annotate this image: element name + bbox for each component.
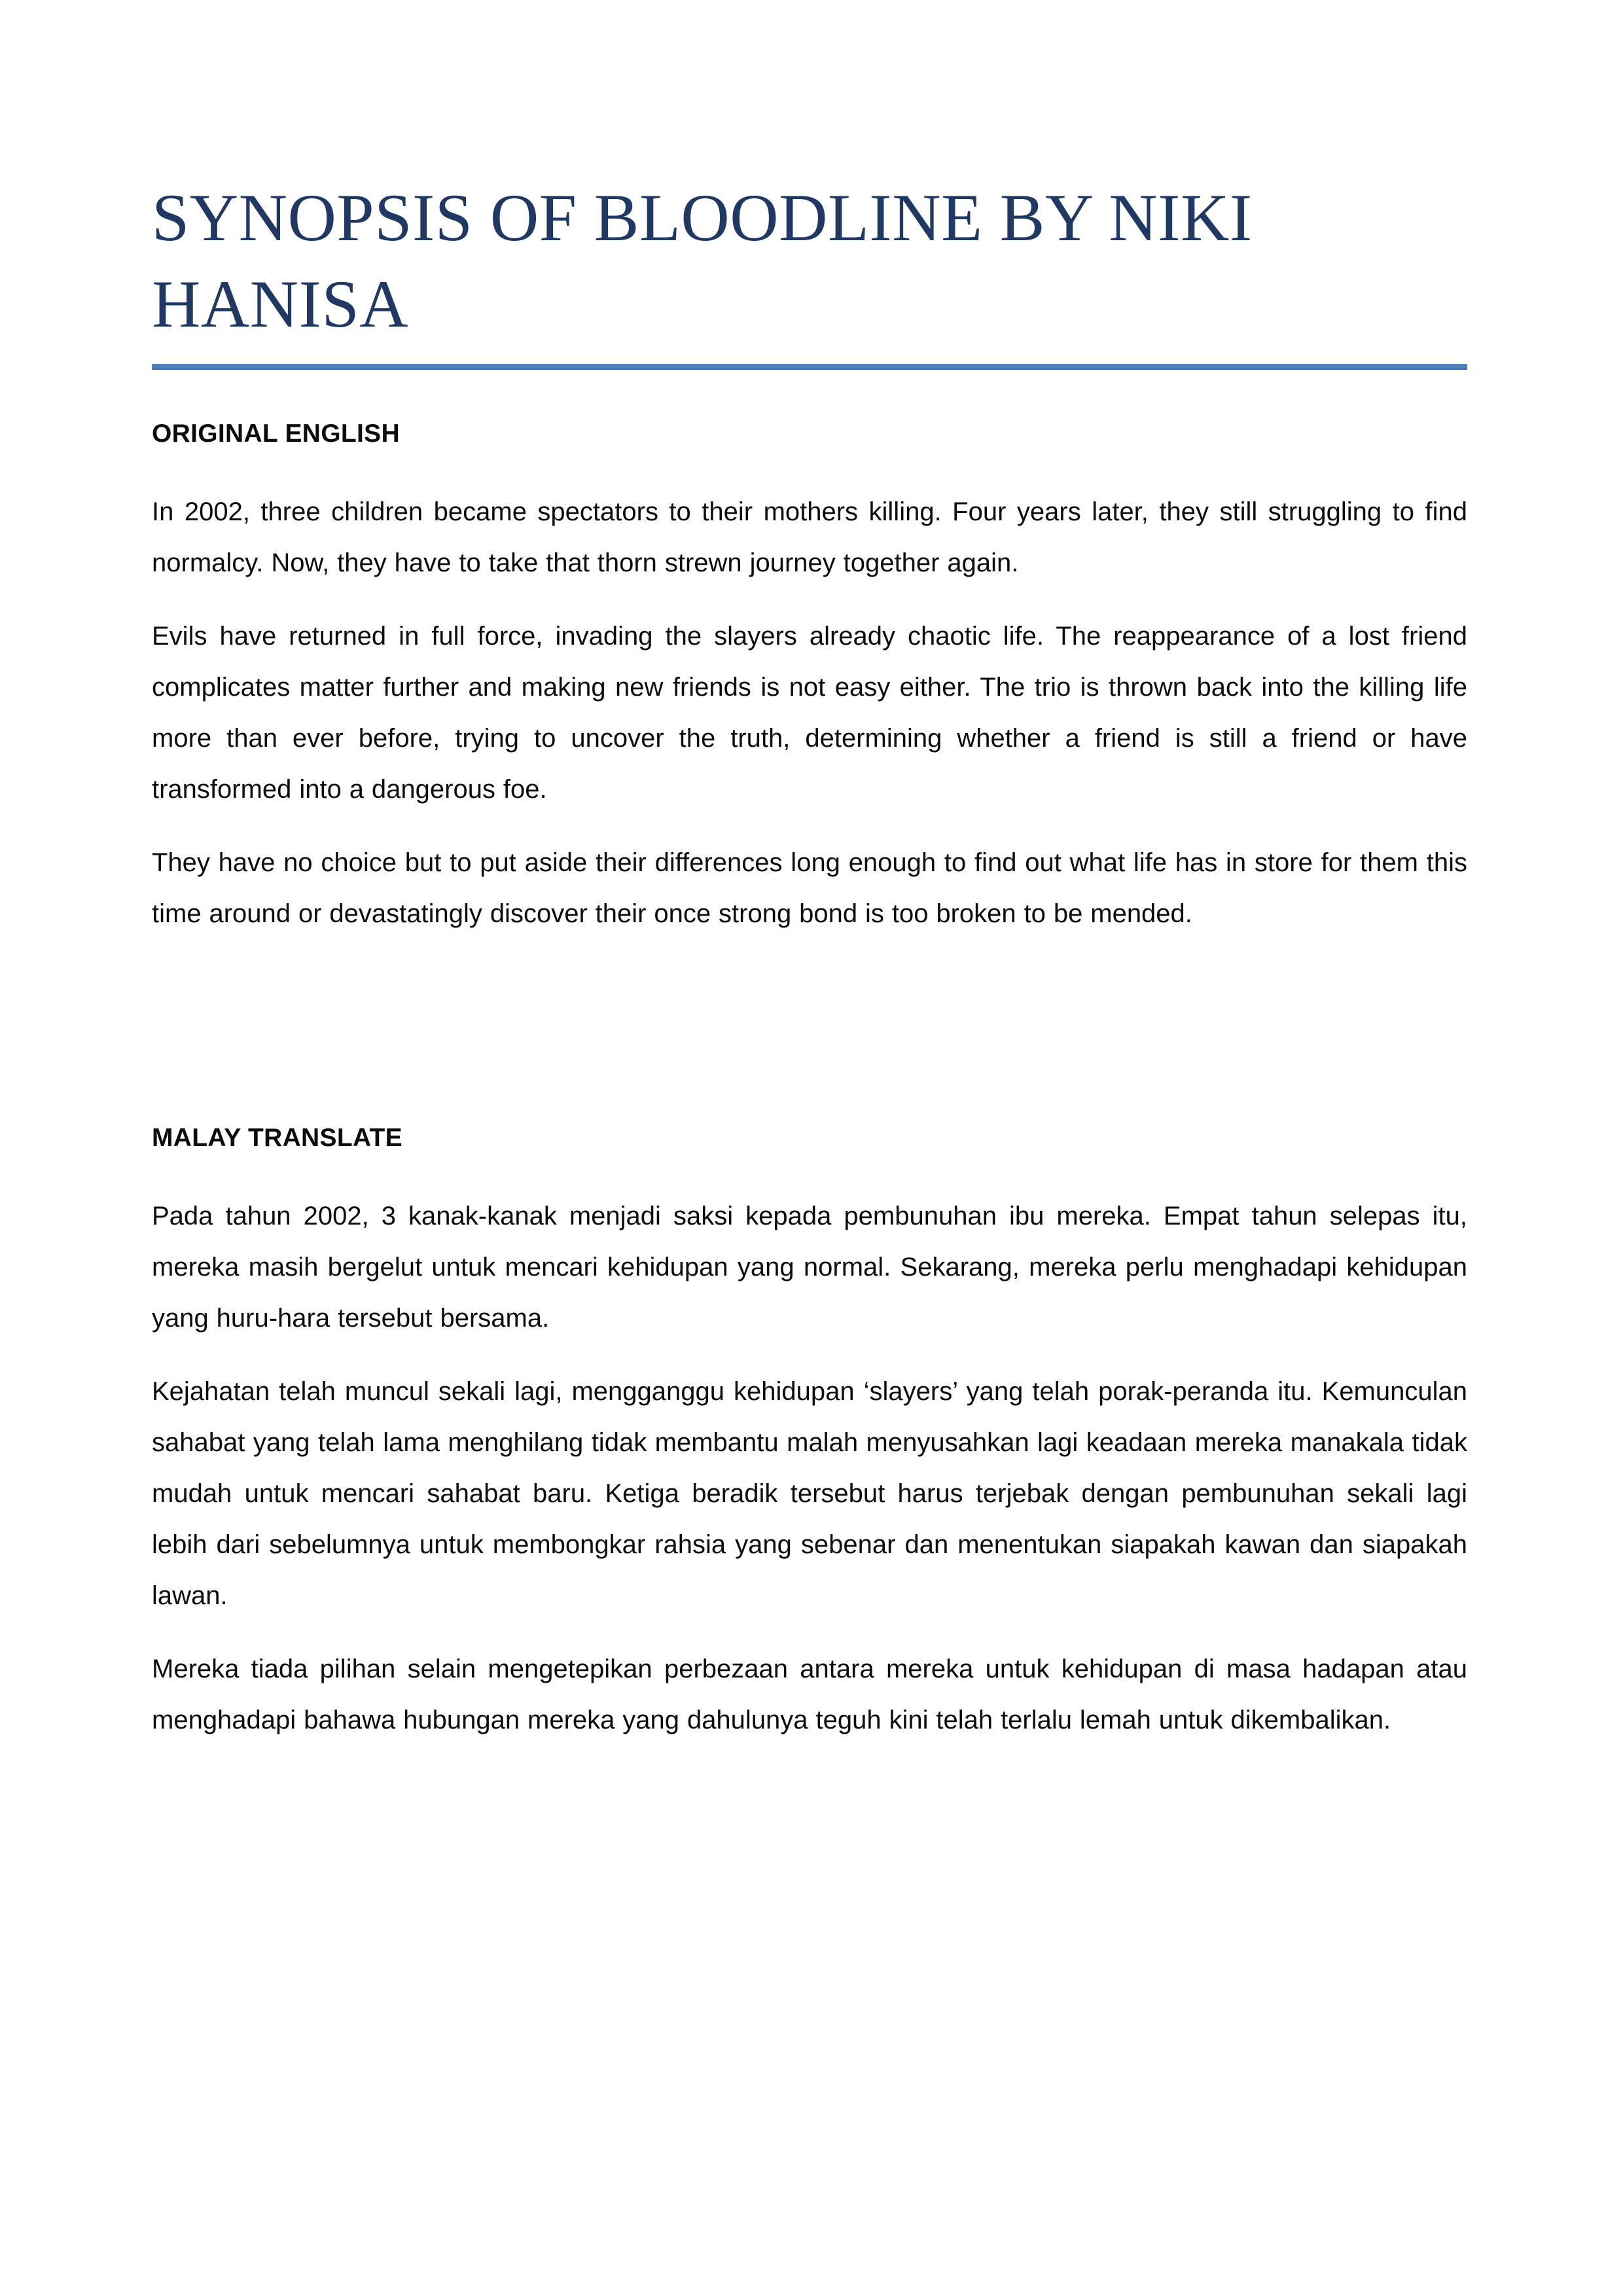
section-heading-original-english: ORIGINAL ENGLISH	[152, 419, 400, 448]
document-content	[152, 175, 1467, 1746]
paragraph: In 2002, three children became spectators to their mothers killing. Four years later, they still struggling to find normalcy. Now, they have to take that thorn strewn journey together again.	[152, 497, 1467, 577]
title-divider	[152, 364, 1467, 370]
paragraph: Pada tahun 2002, 3 kanak-kanak menjadi saksi kepada pembunuhan ibu mereka. Empat tahun selepas itu, mereka masih bergelut untuk mencari kehidupan yang normal. Sekarang, mereka perlu menghadapi kehidupan yang huru-hara tersebut bersama.	[152, 1201, 1467, 1333]
page-title: SYNOPSIS OF BLOODLINE BY NIKI HANISA	[152, 181, 1253, 342]
spacer	[152, 939, 1467, 1124]
paragraph: Evils have returned in full force, invading the slayers already chaotic life. The reappearance of a lost friend complicates matter further and making new friends is not easy either. The trio is thrown back into the killing life more than ever before, trying to uncover the truth, determining whether a friend is still a friend or have transformed into a dangerous foe.	[152, 621, 1467, 804]
section-malay-translate	[152, 1124, 1467, 1746]
spacer	[152, 1153, 1467, 1191]
spacer	[152, 1344, 1467, 1366]
spacer	[152, 815, 1467, 837]
paragraph: Mereka tiada pilihan selain mengetepikan perbezaan antara mereka untuk kehidupan di masa hadapan atau menghadapi bahawa hubungan mereka yang dahulunya teguh kini telah terlalu lemah untuk dikembalikan.	[152, 1654, 1467, 1734]
spacer	[152, 588, 1467, 611]
section-heading-malay-translate: MALAY TRANSLATE	[152, 1123, 402, 1152]
paragraph: They have no choice but to put aside their differences long enough to find out what life has in store for them this time around or devastatingly discover their once strong bond is too broken to be mended.	[152, 848, 1467, 928]
spacer	[152, 448, 1467, 486]
section-original-english	[152, 420, 1467, 939]
spacer	[152, 370, 1467, 420]
spacer	[152, 1621, 1467, 1643]
paragraph: Kejahatan telah muncul sekali lagi, mengganggu kehidupan ‘slayers’ yang telah porak-peranda itu. Kemunculan sahabat yang telah lama menghilang tidak membantu malah menyusahkan lagi keadaan mereka manakala tidak mudah untuk mencari sahabat baru. Ketiga beradik tersebut harus terjebak dengan pembunuhan sekali lagi lebih dari sebelumnya untuk membongkar rahsia yang sebenar dan menentukan siapakah kawan dan siapakah lawan.	[152, 1376, 1467, 1610]
